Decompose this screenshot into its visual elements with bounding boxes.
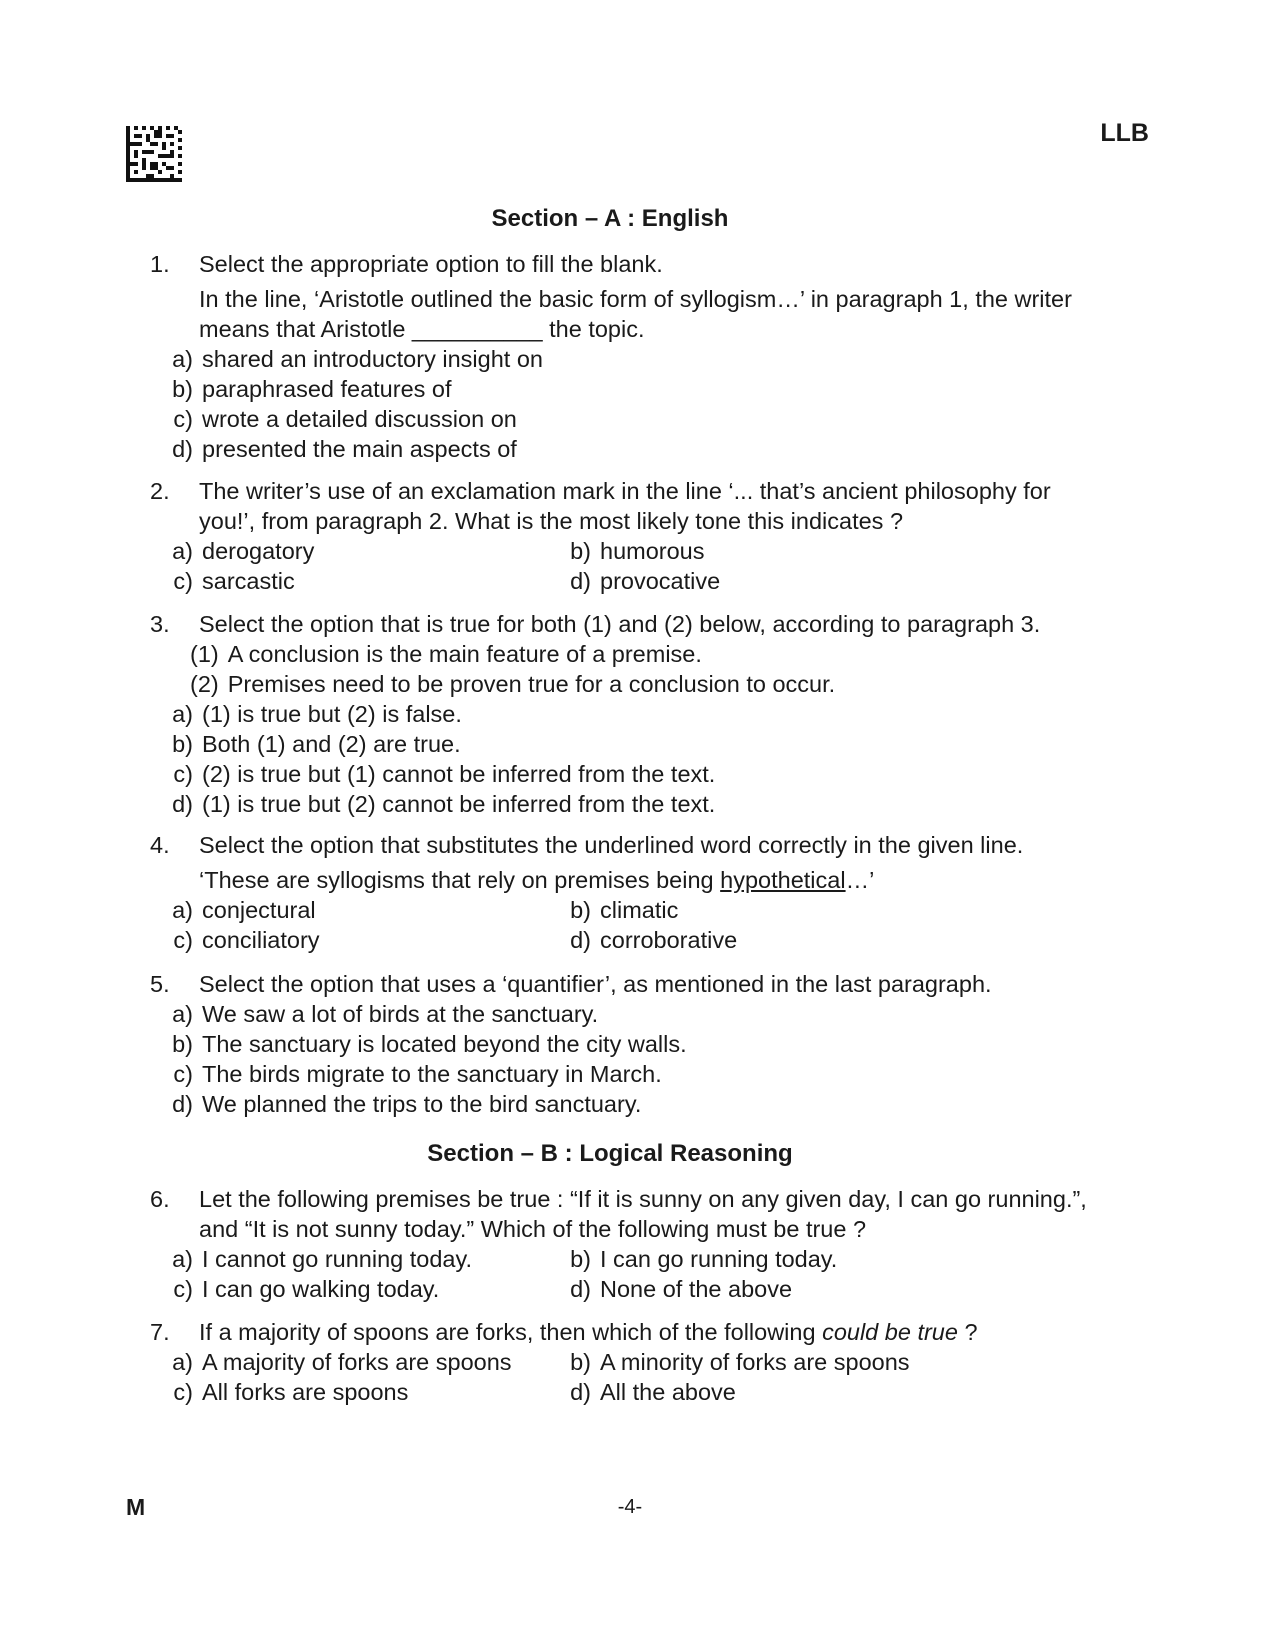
question-number: 3.: [150, 611, 170, 637]
option-b: b) humorous: [570, 538, 705, 564]
question-text-line: In the line, ‘Aristotle outlined the basic form of syllogism…’ in paragraph 1, the writer: [199, 286, 1072, 312]
question-stem: Let the following premises be true : “If it is sunny on any given day, I can go running.”,: [199, 1186, 1087, 1212]
option-a: a) I cannot go running today.: [172, 1246, 473, 1272]
option-b: b) The sanctuary is located beyond the city walls.: [172, 1031, 687, 1057]
option-b: b) I can go running today.: [570, 1246, 838, 1272]
option-d: d) None of the above: [570, 1276, 793, 1302]
section-b-title: Section – B : Logical Reasoning: [427, 1140, 793, 1167]
question-stem-line2: and “It is not sunny today.” Which of the following must be true ?: [199, 1216, 867, 1242]
question-7: [150, 1317, 1110, 1407]
option-d: d) provocative: [570, 568, 721, 594]
underlined-word: hypothetical: [720, 867, 846, 893]
option-a: a) derogatory: [172, 538, 315, 564]
question-number: 7.: [150, 1319, 170, 1345]
statement-2: (2) Premises need to be proven true for a conclusion to occur.: [190, 671, 836, 697]
question-text-line: means that Aristotle __________ the topic.: [199, 316, 645, 342]
option-c: c) conciliatory: [173, 927, 320, 953]
question-stem-line2: you!’, from paragraph 2. What is the most likely tone this indicates ?: [199, 508, 904, 534]
paper-code: LLB: [1100, 119, 1149, 147]
question-6: [150, 1184, 1110, 1304]
option-b: b) paraphrased features of: [172, 376, 452, 402]
option-a: a) We saw a lot of birds at the sanctuary.: [172, 1001, 599, 1027]
question-number: 4.: [150, 832, 170, 858]
quoted-line: ‘These are syllogisms that rely on premises being hypothetical…’: [199, 867, 875, 893]
option-a: a) A majority of forks are spoons: [172, 1349, 512, 1375]
option-c: c) wrote a detailed discussion on: [173, 406, 517, 432]
option-a: a) (1) is true but (2) is false.: [172, 701, 462, 727]
question-stem: Select the option that is true for both (1) and (2) below, according to paragraph 3.: [199, 611, 1041, 637]
question-number: 5.: [150, 971, 170, 997]
option-c: c) All forks are spoons: [173, 1379, 409, 1405]
option-a: a) conjectural: [172, 897, 316, 923]
section-a-title: Section – A : English: [491, 205, 729, 232]
page-number: -4-: [617, 1496, 643, 1518]
question-stem: If a majority of spoons are forks, then which of the following could be true ?: [199, 1319, 978, 1345]
question-3: [150, 609, 1110, 819]
question-number: 1.: [150, 251, 170, 277]
question-stem: Select the option that uses a ‘quantifier’, as mentioned in the last paragraph.: [199, 971, 992, 997]
option-d: d) presented the main aspects of: [172, 436, 517, 462]
option-b: b) A minority of forks are spoons: [570, 1349, 910, 1375]
option-d: d) All the above: [570, 1379, 736, 1405]
option-c: c) sarcastic: [173, 568, 295, 594]
option-a: a) shared an introductory insight on: [172, 346, 543, 372]
question-5: [150, 969, 1110, 1119]
question-number: 2.: [150, 478, 170, 504]
option-c: c) I can go walking today.: [173, 1276, 440, 1302]
question-4: [150, 830, 1110, 955]
question-stem: Select the option that substitutes the underlined word correctly in the given line.: [199, 832, 1024, 858]
question-stem: The writer’s use of an exclamation mark in the line ‘... that’s ancient philosophy for: [199, 478, 1051, 504]
option-d: d) (1) is true but (2) cannot be inferred from the text.: [172, 791, 716, 817]
option-d: d) We planned the trips to the bird sanctuary.: [172, 1091, 642, 1117]
datamatrix-code-icon: [126, 126, 182, 182]
option-c: c) The birds migrate to the sanctuary in March.: [173, 1061, 662, 1087]
footer-series-code: M: [126, 1494, 146, 1520]
statement-1: (1) A conclusion is the main feature of a premise.: [190, 641, 702, 667]
option-d: d) corroborative: [570, 927, 738, 953]
question-stem: Select the appropriate option to fill the blank.: [199, 251, 663, 277]
option-c: c) (2) is true but (1) cannot be inferred from the text.: [173, 761, 716, 787]
question-number: 6.: [150, 1186, 170, 1212]
option-b: b) Both (1) and (2) are true.: [172, 731, 461, 757]
question-1: [150, 249, 1110, 464]
option-b: b) climatic: [570, 897, 679, 923]
question-2: [150, 476, 1110, 596]
italic-phrase: could be true: [822, 1319, 958, 1345]
